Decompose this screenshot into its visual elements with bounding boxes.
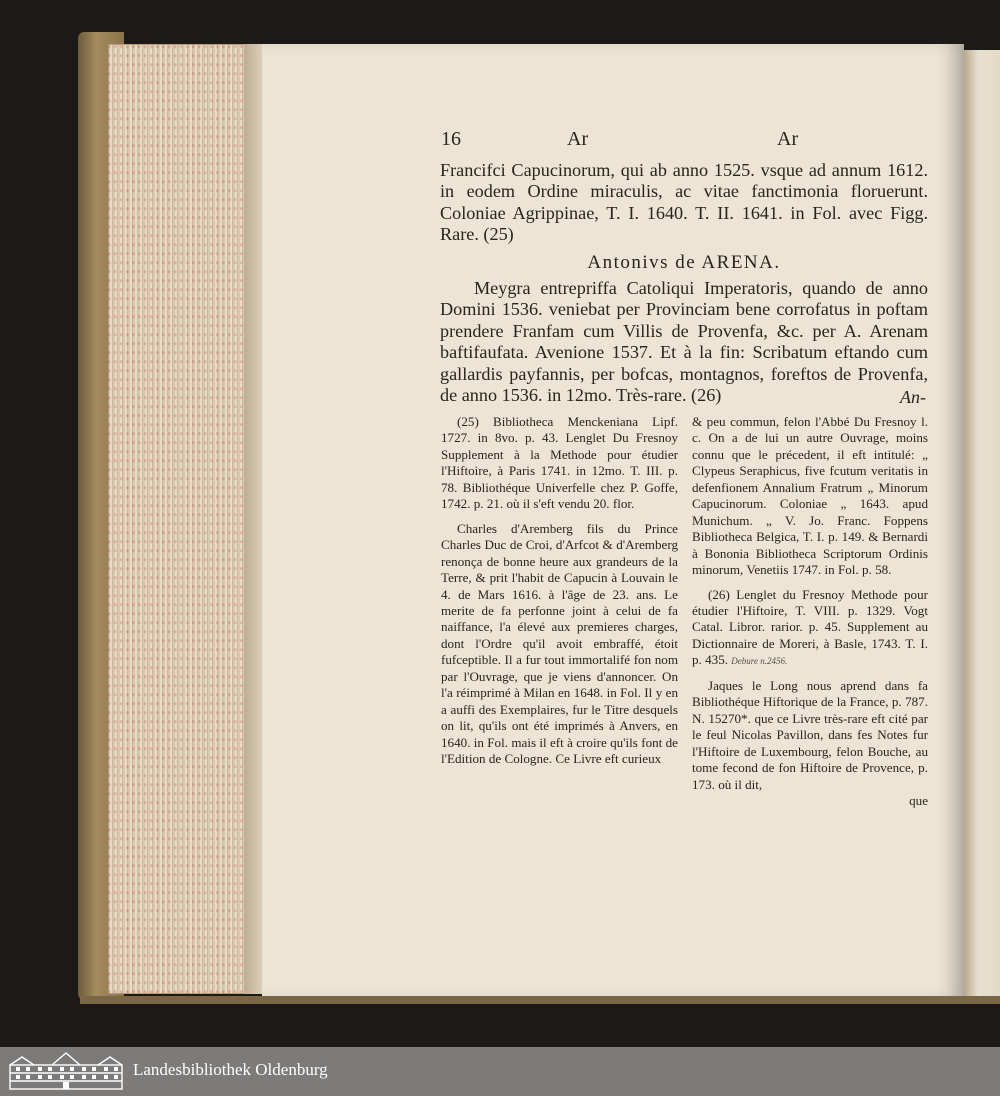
entry-paragraph: Meygra entrepriffa Catoliqui Imperatoris, quando de anno Domini 1536. veniebat per Provinciam bene corrofatus in poftam prendere Franfam cum Villis de Provenfa, &c. per A. Arenam baftifaufata. Avenione 1537. Et à la fin: Scribatum eftando cum gallardis payfannis, per bofcas, montagnos, foreftos de Provenfa, de anno 1536. in 12mo. Très-rare. (26) — [440, 278, 928, 406]
note-continuation: & peu commun, felon l'Abbé Du Fresnoy l. c. On a de lui un autre Ouvrage, moins connu que le précedent, il eft intitulé: „ Clypeus Seraphicus, five fcutum veritatis in defenfionem Annalium Fratrum „ Minorum Capucinorum. Coloniae „ 1643. apud Munichum. „ V. Jo. Franc. Foppens Bibliotheca Belgica, T. I. p. 149. & Bernardi à Bononia Bibliotheca Scriptorum Ordinis minorum, Venetiis 1747. in Fol. p. 58. — [692, 414, 928, 578]
facing-page-edge — [964, 50, 1000, 996]
bottom-catchword: que — [909, 792, 928, 808]
notes-column-right — [692, 414, 928, 809]
note-le-long: Jaques le Long nous aprend dans fa Bibliothéque Hiftorique de la France, p. 787. N. 15270*. que ce Livre très-rare eft cité par le feul Nicolas Pavillon, dans fes Notes fur l'Hiftoire de Luxembourg, felon Bouche, au tome fecond de fon Hiftoire de Provence, p. 173. où il dit, — [692, 677, 928, 792]
library-building-logo-icon — [8, 1051, 124, 1091]
library-name: Landesbibliothek Oldenburg — [133, 1060, 328, 1079]
library-footer — [0, 1047, 1000, 1096]
running-head-right: Ar — [777, 128, 799, 150]
book-cover-bottom — [80, 996, 1000, 1004]
page-number: 16 — [441, 128, 461, 150]
continuation-paragraph: Francifci Capucinorum, qui ab anno 1525. vsque ad annum 1612. in eodem Ordine miraculis, ac vitae fanctimonia floruerunt. Coloniae Agrippinae, T. I. 1640. T. II. 1641. in Fol. avec Figg. Rare. (25) — [440, 160, 928, 245]
notes-column-left — [441, 414, 678, 776]
pencil-annotation: Debure n.2456. — [731, 656, 788, 667]
running-head-left: Ar — [567, 128, 589, 150]
catchword: An- — [900, 387, 926, 407]
note-25: (25) Bibliotheca Menckeniana Lipf. 1727. in 8vo. p. 43. Lenglet Du Fresnoy Supplement à la Methode pour étudier l'Hiftoire, à Paris 1741. in 12mo. T. III. p. 78. Bibliothéque Univerfelle chez P. Goffe, 1742. p. 21. où il s'eft vendu 20. flor. — [441, 414, 678, 512]
note-aremberg: Charles d'Aremberg fils du Prince Charles Duc de Croi, d'Arfcot & d'Aremberg renonça de bonne heure aux grandeurs de la Terre, & prit l'habit de Capucin à Louvain le 4. de Mars 1616. à l'âge de 23. ans. Le merite de fa perfonne joint à celui de fa naiffance, l'a élevé aux premieres charges, dont l'Ordre qu'il avoit embraffé, étoit fufceptible. Il a fur tout immortalifé fon nom par l'Ouvrage, que je viens d'annoncer. On l'a réimprimé à Milan en 1648. in Fol. Il y en a auffi des Exemplaires, fur le Titre desquels on lit, qu'ils ont été imprimés à Anvers, en 1640. in Fol. mais il eft à croire qu'ils font de l'Edition de Cologne. Ce Livre eft curieux — [441, 520, 678, 767]
note-26: (26) Lenglet du Fresnoy Methode pour étudier l'Hiftoire, T. VIII. p. 1329. Vogt Catal. Libror. rarior. p. 45. Supplement au Dictionnaire de Moreri, à Basle, 1743. T. I. p. 435. Debure n.2456. — [692, 586, 928, 668]
entry-heading: Antonivs de ARENA. — [587, 252, 781, 273]
page-block-edges — [108, 44, 260, 994]
